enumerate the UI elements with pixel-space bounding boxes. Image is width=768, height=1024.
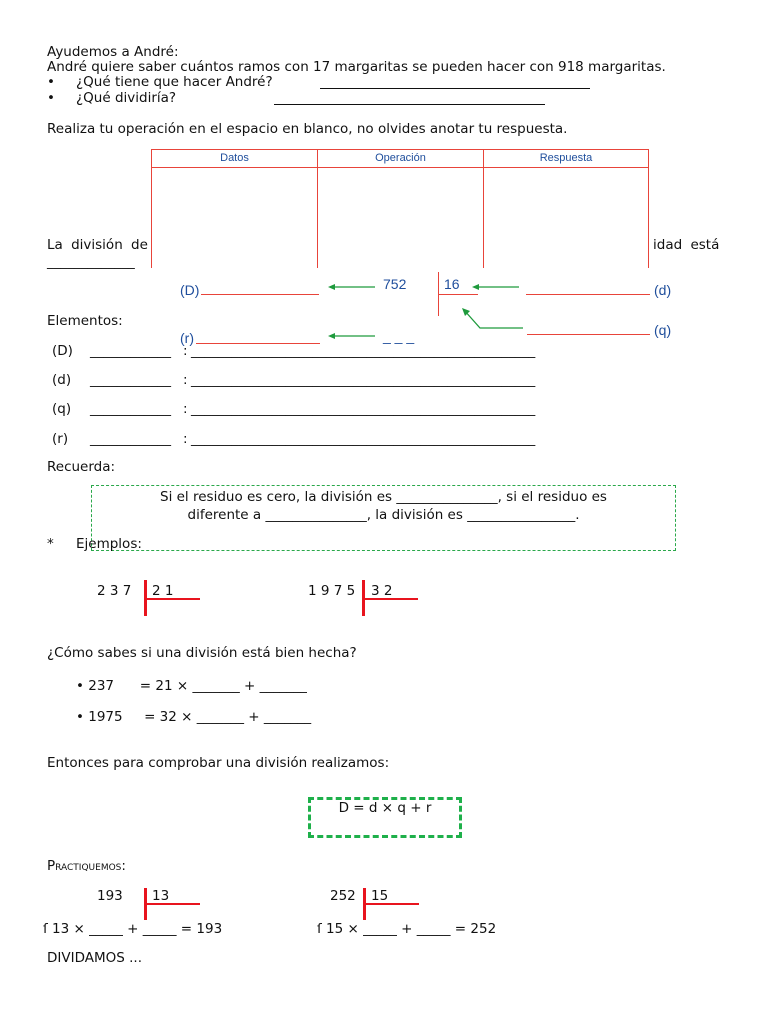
question-1: ¿Qué tiene que hacer André? (76, 74, 273, 90)
header-datos: Datos (220, 152, 249, 164)
arrow-divisor-icon (472, 281, 520, 293)
table-border-right (648, 149, 649, 268)
check-row-2: • 1975 = 32 × _______ + _______ (76, 709, 312, 725)
recuerda-line-2: diferente a _______________, la división es ________________. (187, 507, 580, 523)
element-blank[interactable]: ____________ (90, 343, 171, 359)
practice-1-equation: ſ 13 × _____ + _____ = 193 (43, 921, 223, 937)
comprobar-text: Entonces para comprobar una división realizamos: (47, 755, 390, 771)
answer-line-2[interactable] (274, 104, 545, 105)
bullet: • (47, 74, 55, 90)
division-text-left: La división de (47, 237, 148, 253)
element-label: (d) (52, 372, 72, 388)
practice-1-dividend: 193 (97, 888, 123, 904)
practice-2-equation: ſ 15 × _____ + _____ = 252 (317, 921, 497, 937)
element-desc-blank[interactable]: ___________________________________________________ (191, 372, 536, 388)
formula: D = d × q + r (338, 800, 432, 816)
element-desc-blank[interactable]: ___________________________________________________ (191, 431, 536, 447)
quotient-label: (q) (654, 322, 672, 338)
element-label: (D) (52, 343, 73, 359)
ejemplos-star: * (47, 536, 54, 552)
answer-line-1[interactable] (320, 88, 590, 89)
element-blank[interactable]: ____________ (90, 401, 171, 417)
example-1-dividend: 2 3 7 (97, 583, 132, 599)
division-text-right: idad está (653, 237, 720, 253)
practice-1-divisor: 13 (152, 888, 170, 904)
table-header-border (151, 167, 649, 168)
divisor-label: (d) (654, 282, 672, 298)
practice-2-divisor: 15 (371, 888, 389, 904)
element-blank[interactable]: ____________ (90, 431, 171, 447)
check-question: ¿Cómo sabes si una división está bien hecha? (47, 645, 357, 661)
element-sep: : (183, 431, 188, 447)
divisor-answer-line[interactable] (526, 294, 650, 295)
recuerda-title: Recuerda: (47, 459, 116, 475)
dividend-value: 752 (383, 276, 407, 292)
arrow-dividend-icon (328, 281, 376, 293)
example-2-dividend: 1 9 7 5 (308, 583, 356, 599)
element-sep: : (183, 401, 188, 417)
element-sep: : (183, 372, 188, 388)
instruction: Realiza tu operación en el espacio en blanco, no olvides anotar tu respuesta. (47, 121, 568, 137)
quotient-answer-line[interactable] (527, 334, 650, 335)
example-1-divisor: 2 1 (152, 583, 174, 599)
dividend-label: (D) (180, 282, 200, 298)
recuerda-line-1: Si el residuo es cero, la división es _______________, si el residuo es (160, 489, 607, 505)
dividend-answer-line[interactable] (201, 294, 319, 295)
remainder-label: (r) (180, 330, 194, 346)
bullet: • (47, 90, 55, 106)
question-2: ¿Qué dividiría? (76, 90, 177, 106)
element-desc-blank[interactable]: ___________________________________________________ (191, 401, 536, 417)
element-sep: : (183, 343, 188, 359)
check-row-1: • 237 = 21 × _______ + _______ (76, 678, 307, 694)
practice-title: Practiquemos: (47, 858, 126, 874)
example-2-divisor: 3 2 (371, 583, 393, 599)
element-desc-blank[interactable]: ___________________________________________________ (191, 343, 536, 359)
remainder-value: _ _ _ (383, 328, 415, 344)
element-blank[interactable]: ____________ (90, 372, 171, 388)
problem-statement: André quiere saber cuántos ramos con 17 margaritas se pueden hacer con 918 margaritas. (47, 59, 666, 75)
arrow-quotient-icon (460, 306, 524, 332)
practice-2-dividend: 252 (330, 888, 356, 904)
division-bracket-horizontal (438, 294, 478, 295)
division-text-blank: _____________ (47, 254, 135, 270)
elements-title: Elementos: (47, 313, 123, 329)
arrow-remainder-icon (328, 330, 376, 342)
footer-dividamos: DIVIDAMOS ... (47, 950, 142, 966)
header-operacion: Operación (375, 152, 426, 164)
ejemplos-title: Ejemplos: (76, 536, 142, 552)
element-label: (q) (52, 401, 72, 417)
header-respuesta: Respuesta (539, 152, 593, 164)
intro-title: Ayudemos a André: (47, 44, 179, 60)
element-label: (r) (52, 431, 69, 447)
divisor-value: 16 (444, 276, 460, 292)
